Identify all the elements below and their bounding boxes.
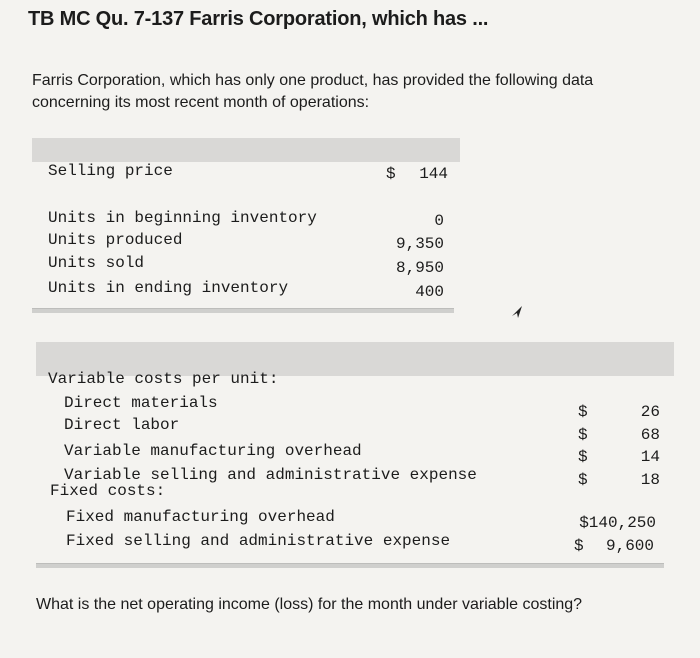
- intro-paragraph: Farris Corporation, which has only one product, has provided the following data concerning its most recent month of operations:: [32, 72, 594, 111]
- page-title: TB MC Qu. 7-137 Farris Corporation, which has ...: [28, 8, 489, 30]
- table2-bottom-rule: [36, 563, 664, 568]
- variable-sga-value: 18: [640, 471, 660, 489]
- units-beginning-value: 0: [434, 212, 444, 230]
- variable-sga-label: Variable selling and administrative expense: [64, 466, 477, 484]
- table1-header-band: [32, 138, 460, 162]
- table1-bottom-rule: [32, 308, 454, 313]
- fixed-costs-heading: Fixed costs:: [50, 482, 166, 500]
- variable-sga-currency: $: [578, 471, 588, 489]
- fixed-mfg-overhead-label: Fixed manufacturing overhead: [66, 508, 335, 526]
- selling-price-label: Selling price: [48, 162, 173, 180]
- direct-materials-value: 26: [640, 403, 660, 421]
- direct-materials-label: Direct materials: [64, 394, 218, 412]
- direct-labor-value: 68: [640, 426, 660, 444]
- question-text: What is the net operating income (loss) for the month under variable costing?: [36, 596, 583, 613]
- units-ending-value: 400: [415, 283, 444, 301]
- variable-mfg-overhead-label: Variable manufacturing overhead: [64, 442, 362, 460]
- selling-price-value: 144: [419, 165, 448, 183]
- units-sold-label: Units sold: [48, 254, 145, 272]
- fixed-sga-label: Fixed selling and administrative expense: [66, 532, 451, 550]
- fixed-mfg-overhead-value: $140,250: [579, 514, 656, 532]
- fixed-sga-value: 9,600: [605, 537, 654, 555]
- selling-price-currency: $: [386, 165, 396, 183]
- variable-mfg-overhead-currency: $: [578, 448, 588, 466]
- units-sold-value: 8,950: [395, 259, 444, 277]
- units-produced-value: 9,350: [395, 235, 444, 253]
- fixed-sga-currency: $: [574, 537, 584, 555]
- direct-labor-currency: $: [578, 426, 588, 444]
- direct-materials-currency: $: [578, 403, 588, 421]
- units-ending-label: Units in ending inventory: [48, 279, 289, 297]
- units-beginning-label: Units in beginning inventory: [48, 209, 317, 227]
- variable-costs-heading: Variable costs per unit:: [48, 370, 279, 388]
- variable-mfg-overhead-value: 14: [640, 448, 660, 466]
- direct-labor-label: Direct labor: [64, 416, 180, 434]
- mouse-cursor-icon: [510, 304, 524, 320]
- units-produced-label: Units produced: [48, 231, 183, 249]
